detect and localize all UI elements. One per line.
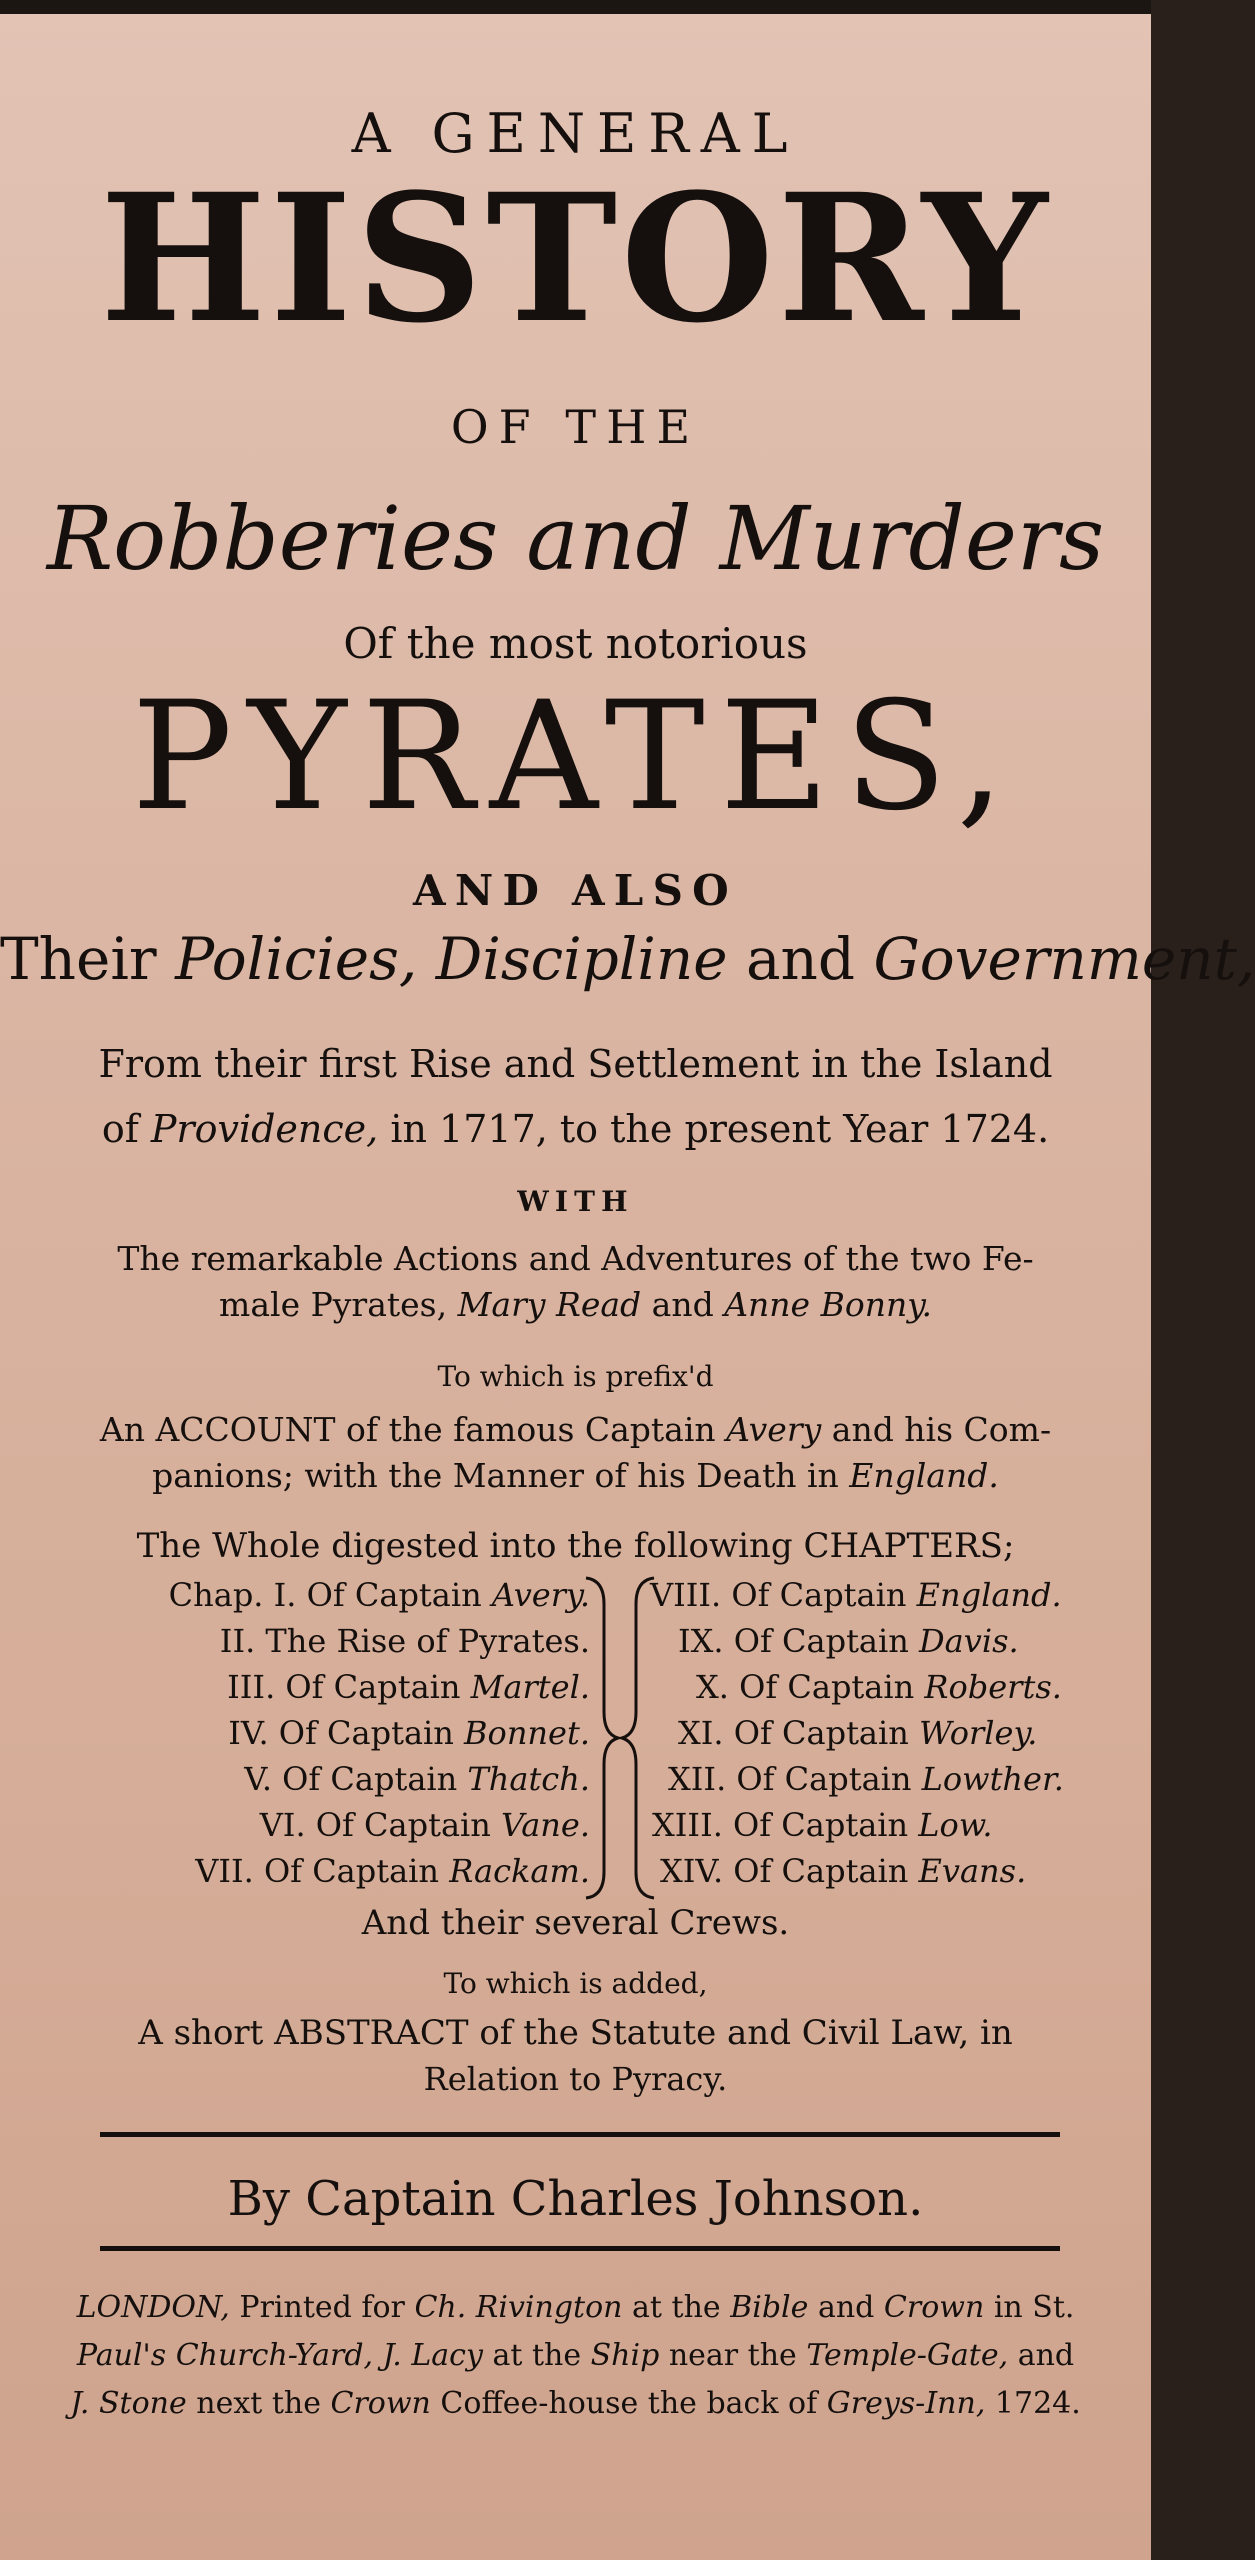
rule-bottom (100, 2246, 1060, 2251)
imprint-line-2: Paul's Church-Yard, J. Lacy at the Ship near the Temple-Gate, and (76, 2338, 1075, 2373)
intro-providence: Providence, (150, 1107, 379, 1151)
chapter-entry: X. Of Captain Roberts. (696, 1668, 1062, 1706)
chapters-heading: The Whole digested into the following CHAPTERS; (136, 1526, 1015, 1566)
added-line-1: A short ABSTRACT of the Statute and Civil Law, in (138, 2013, 1013, 2053)
title-line-pyrates: PYRATES, (131, 670, 1020, 844)
policies-and: and (745, 925, 856, 993)
chapter-entry: II. The Rise of Pyrates. (219, 1622, 590, 1660)
title-line-a-general: A GENERAL (351, 102, 800, 165)
with-anne-bonny: Anne Bonny. (724, 1285, 932, 1324)
with-and: and (651, 1285, 714, 1324)
title-line-of-the: OF THE (450, 400, 701, 454)
with-line-1: The remarkable Actions and Adventures of the two Fe- (117, 1239, 1034, 1278)
title-line-and-also: AND ALSO (413, 866, 738, 915)
with-label: WITH (517, 1185, 634, 1218)
intro-of: of (101, 1107, 139, 1151)
chapter-entry: XII. Of Captain Lowther. (668, 1760, 1064, 1798)
policies-their: Their (0, 925, 157, 993)
chapter-entry: XIV. Of Captain Evans. (660, 1852, 1027, 1890)
title-line-most-notorious: Of the most notorious (343, 619, 808, 668)
title-line-robberies: Robberies and Murders (46, 487, 1105, 590)
chapter-entry: VII. Of Captain Rackam. (195, 1852, 590, 1890)
added-line-2: Relation to Pyracy. (423, 2060, 728, 2098)
chapters-right-column (600, 1572, 1120, 1902)
dark-top-border (0, 0, 1151, 14)
with-line-2 (0, 1282, 1151, 1328)
added-label: To which is added, (443, 1967, 708, 2000)
imprint-line-1: LONDON, Printed for Ch. Rivington at the Bible and Crown in St. (76, 2290, 1075, 2325)
prefix-line-1 (0, 1407, 1151, 1453)
imprint-london: LONDON, (76, 2290, 230, 2325)
with-female-pyrates: male Pyrates, (219, 1285, 448, 1324)
prefix-label: To which is prefix'd (437, 1360, 714, 1393)
chapter-entry: VIII. Of Captain England. (650, 1576, 1062, 1614)
policies-government: Government, (873, 925, 1255, 993)
prefix-england: England. (849, 1456, 999, 1495)
rule-top (100, 2132, 1060, 2137)
chapter-entry: V. Of Captain Thatch. (244, 1760, 590, 1798)
prefix-line-2 (0, 1453, 1151, 1499)
intro-line-1: From their first Rise and Settlement in the Island (98, 1042, 1053, 1086)
chapters-footer: And their several Crews. (361, 1903, 790, 1943)
with-mary-read: Mary Read (457, 1285, 642, 1324)
prefix-avery: Avery (726, 1410, 822, 1449)
chapter-entry: Chap. I. Of Captain Avery. (168, 1576, 590, 1614)
title-page (0, 14, 1255, 2560)
title-line-policies (0, 919, 1255, 999)
chapter-entry: XIII. Of Captain Low. (652, 1806, 993, 1844)
prefix-companions: and his Com- (831, 1410, 1052, 1449)
prefix-manner: panions; with the Manner of his Death in (152, 1456, 839, 1495)
chapter-entry: III. Of Captain Martel. (227, 1668, 590, 1706)
chapter-entry: IX. Of Captain Davis. (678, 1622, 1019, 1660)
prefix-account: An ACCOUNT of the famous Captain (99, 1410, 716, 1449)
chapter-entry: IV. Of Captain Bonnet. (228, 1714, 590, 1752)
chapters-left-column (70, 1572, 590, 1902)
intro-dates: in 1717, to the present Year 1724. (390, 1107, 1050, 1151)
title-line-history: HISTORY (99, 155, 1052, 362)
intro-line-2 (0, 1104, 1151, 1154)
policies-discipline: Policies, Discipline (175, 925, 728, 993)
imprint-line-3: J. Stone next the Crown Coffee-house the back of Greys-Inn, 1724. (70, 2386, 1081, 2421)
chapter-entry: VI. Of Captain Vane. (259, 1806, 590, 1844)
author-line: By Captain Charles Johnson. (227, 2171, 924, 2227)
chapter-entry: XI. Of Captain Worley. (678, 1714, 1038, 1752)
